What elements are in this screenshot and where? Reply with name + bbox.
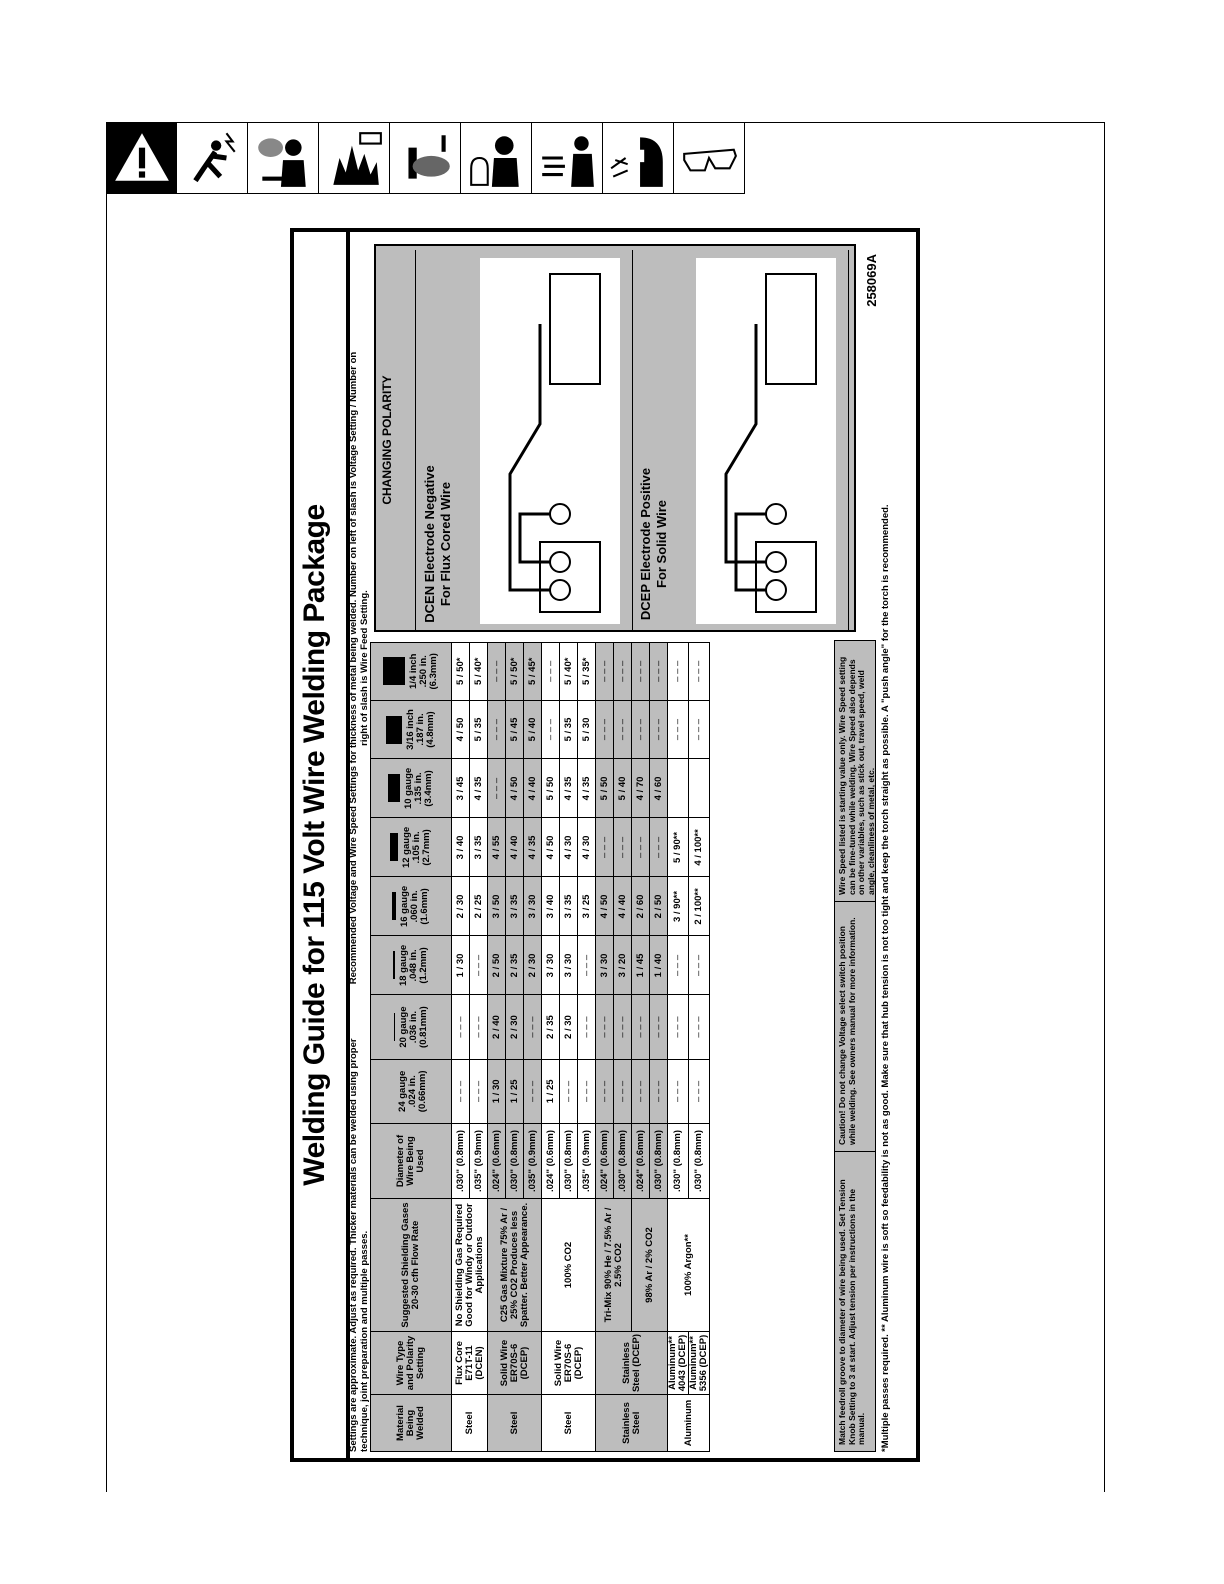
setting-cell: 4 / 35 — [560, 759, 578, 818]
table-row — [668, 643, 689, 1452]
setting-cell: 3 / 30 — [542, 936, 560, 995]
setting-cell: 3 / 35 — [470, 818, 488, 877]
wire-type-cell: Stainless Steel (DCEP) — [596, 1332, 668, 1395]
warning-icon — [106, 122, 177, 194]
setting-cell: – – – — [650, 643, 668, 701]
setting-cell: – – – — [614, 818, 632, 877]
diameter-cell: .030" (0.8mm) — [452, 1124, 470, 1199]
setting-cell: – – – — [632, 700, 650, 759]
feedroll-note: Match feedroll groove to diameter of wire being used. Set Tension Knob Setting to 3 at start. Adjust tension per instructions in the manual. — [835, 1151, 875, 1451]
diameter-cell: .035" (0.9mm) — [524, 1124, 542, 1199]
setting-cell: – – – — [650, 1059, 668, 1123]
gas-cell: Tri-Mix 90% He / 7.5% Ar / 2.5% CO2 — [596, 1199, 632, 1332]
wire-type-cell: Flux Core E71T-11 (DCEN) — [452, 1332, 488, 1395]
header-thickness-3: 18 gauge .048 in. (1.2mm) — [371, 936, 452, 995]
diameter-cell: .030" (0.8mm) — [560, 1124, 578, 1199]
setting-cell: – – – — [632, 643, 650, 701]
setting-cell: 4 / 30 — [578, 818, 596, 877]
fire-explosion-icon — [319, 122, 390, 194]
setting-cell: – – – — [689, 995, 710, 1059]
setting-cell: – – – — [596, 818, 614, 877]
wire-type-cell: Aluminum** 5356 (DCEP) — [689, 1332, 710, 1395]
fumes-icon — [248, 122, 319, 194]
setting-cell: – – – — [524, 995, 542, 1059]
electric-shock-icon — [177, 122, 248, 194]
setting-cell: 2 / 60 — [632, 877, 650, 936]
header-wire-type: Wire Type and Polarity Setting — [371, 1332, 452, 1395]
setting-cell: – – – — [470, 1059, 488, 1123]
page-frame-right — [1104, 122, 1105, 1492]
table-body — [452, 643, 710, 1452]
polarity-panel — [374, 244, 856, 632]
settings-note: Settings are approximate. Adjust as required. Thicker materials can be welded using proper technique, joint preparation and multiple passes. — [348, 1038, 370, 1452]
setting-cell: 4 / 40 — [614, 877, 632, 936]
diameter-cell: .030" (0.8mm) — [650, 1124, 668, 1199]
setting-cell: 2 / 35 — [506, 936, 524, 995]
setting-cell: 2 / 25 — [470, 877, 488, 936]
setting-cell: 3 / 35 — [506, 877, 524, 936]
setting-cell: 3 / 45 — [452, 759, 470, 818]
setting-cell: – – – — [488, 643, 506, 701]
table-row — [632, 643, 650, 1452]
footnote: *Multiple passes required. ** Aluminum wire is soft so feedability is not as good. Make sure that hub tension is not too tight and keep the torch straight as possible. A "push angle" for the torch is recommended. — [880, 504, 891, 1452]
setting-cell: 4 / 50 — [542, 818, 560, 877]
setting-cell: – – – — [470, 936, 488, 995]
setting-cell: – – – — [452, 995, 470, 1059]
setting-cell: 4 / 35 — [524, 818, 542, 877]
setting-cell: 5 / 40 — [614, 759, 632, 818]
setting-cell: 2 / 50 — [650, 877, 668, 936]
setting-cell: 3 / 30 — [596, 936, 614, 995]
header-thickness-4: 16 gauge .060 in. (1.6mm) — [371, 877, 452, 936]
setting-cell: 3 / 35 — [560, 877, 578, 936]
setting-cell — [668, 759, 689, 818]
setting-cell: – – – — [668, 700, 689, 759]
welding-guide-label — [290, 228, 920, 1462]
part-number: 258069A — [864, 254, 879, 307]
setting-cell: – – – — [524, 1059, 542, 1123]
setting-cell: – – – — [452, 1059, 470, 1123]
header-thickness-5: 12 gauge .105 in. (2.7mm) — [371, 818, 452, 877]
material-cell: Steel — [542, 1395, 596, 1452]
title-bar — [294, 232, 350, 1458]
setting-cell — [689, 759, 710, 818]
guide-title: Welding Guide for 115 Volt Wire Welding Package — [298, 504, 331, 1186]
setting-cell: 4 / 40 — [506, 818, 524, 877]
welding-guide-content — [294, 232, 916, 1458]
setting-cell: – – – — [614, 700, 632, 759]
setting-cell: – – – — [668, 995, 689, 1059]
setting-cell: – – – — [542, 700, 560, 759]
material-cell: Steel — [452, 1395, 488, 1452]
diameter-cell: .024" (0.6mm) — [632, 1124, 650, 1199]
diameter-cell: .030" (0.8mm) — [506, 1124, 524, 1199]
header-thickness-8: 1/4 inch .250 in. (6.3mm) — [371, 643, 452, 701]
setting-cell: – – – — [596, 643, 614, 701]
setting-cell: 4 / 60 — [650, 759, 668, 818]
setting-cell: 4 / 35 — [470, 759, 488, 818]
safety-glasses-icon — [674, 122, 745, 194]
header-material: Material Being Welded — [371, 1395, 452, 1452]
setting-cell: 3 / 40 — [542, 877, 560, 936]
setting-cell: 5 / 40 — [524, 700, 542, 759]
setting-cell: – – – — [650, 995, 668, 1059]
setting-cell: 2 / 40 — [488, 995, 506, 1059]
diameter-cell: .035" (0.9mm) — [578, 1124, 596, 1199]
setting-cell: 4 / 70 — [632, 759, 650, 818]
setting-cell: 5 / 35 — [560, 700, 578, 759]
setting-cell: 5 / 50* — [452, 643, 470, 701]
dcen-label: DCEN Electrode Negative For Flux Cored Wire — [422, 465, 453, 623]
arc-rays-helmet-icon — [603, 122, 674, 194]
dcen-section — [416, 250, 633, 630]
table-row — [452, 643, 470, 1452]
diameter-cell: .030" (0.8mm) — [614, 1124, 632, 1199]
material-cell: Steel — [488, 1395, 542, 1452]
polarity-title: CHANGING POLARITY — [376, 250, 416, 630]
gas-cell: C25 Gas Mixture 75% Ar / 25% CO2 Produces less Spatter. Better Appearance. — [488, 1199, 542, 1332]
safety-icon-strip — [106, 122, 745, 194]
setting-cell: – – – — [596, 1059, 614, 1123]
setting-cell: – – – — [632, 1059, 650, 1123]
settings-table — [370, 642, 710, 1452]
setting-cell: 2 / 30 — [524, 936, 542, 995]
setting-cell: – – – — [689, 1059, 710, 1123]
wire-type-cell: Aluminum** 4043 (DCEP) — [668, 1332, 689, 1395]
notes-box — [834, 640, 876, 1452]
setting-cell: 4 / 50 — [506, 759, 524, 818]
setting-cell: 1 / 40 — [650, 936, 668, 995]
setting-cell: – – – — [668, 643, 689, 701]
gas-cell: 100% Argon** — [668, 1199, 710, 1332]
setting-cell: 1 / 25 — [506, 1059, 524, 1123]
setting-cell: 5 / 45* — [524, 643, 542, 701]
dcen-diagram-icon — [480, 258, 620, 624]
voltage-note: Recommended Voltage and Wire Speed Settings for thickness of metal being welded. Number on left of slash is Voltage Setting / Number on right of slash is Wire Feed Setting. — [348, 351, 370, 985]
setting-cell: 4 / 35 — [578, 759, 596, 818]
setting-cell: – – – — [542, 643, 560, 701]
header-gases: Suggested Shielding Gases 20-30 cfh Flow Rate — [371, 1199, 452, 1332]
setting-cell: – – – — [578, 995, 596, 1059]
setting-cell: – – – — [596, 700, 614, 759]
setting-cell: – – – — [689, 700, 710, 759]
setting-cell: 5 / 40* — [470, 643, 488, 701]
gas-cell: 98% Ar / 2% CO2 — [632, 1199, 668, 1332]
setting-cell: 5 / 50 — [596, 759, 614, 818]
setting-cell: 2 / 100** — [689, 877, 710, 936]
setting-cell: – – – — [488, 700, 506, 759]
setting-cell: – – – — [488, 759, 506, 818]
setting-cell: 2 / 30 — [506, 995, 524, 1059]
setting-cell: 5 / 50 — [542, 759, 560, 818]
setting-cell: 3 / 50 — [488, 877, 506, 936]
setting-cell: – – – — [632, 818, 650, 877]
setting-cell: 1 / 30 — [452, 936, 470, 995]
setting-cell: 4 / 30 — [560, 818, 578, 877]
diameter-cell: .030" (0.8mm) — [689, 1124, 710, 1199]
diameter-cell: .035" (0.9mm) — [470, 1124, 488, 1199]
caution-note: Caution! Do not change Voltage select switch position while welding. See owners manual for more information. — [835, 901, 875, 1151]
setting-cell: 2 / 50 — [488, 936, 506, 995]
table-row — [542, 643, 560, 1452]
setting-cell: 4 / 50 — [452, 700, 470, 759]
setting-cell: 5 / 90** — [668, 818, 689, 877]
header-thickness-2: 20 gauge .036 in. (0.81mm) — [371, 995, 452, 1059]
dcep-section — [632, 250, 849, 630]
header-thickness-7: 3/16 inch .187 in. (4.8mm) — [371, 700, 452, 759]
setting-cell: 5 / 50* — [506, 643, 524, 701]
setting-cell: – – – — [614, 995, 632, 1059]
setting-cell: 1 / 30 — [488, 1059, 506, 1123]
wire-type-cell: Solid Wire ER70S-6 (DCEP) — [542, 1332, 596, 1395]
flying-sparks-icon — [532, 122, 603, 194]
diameter-cell: .030" (0.8mm) — [668, 1124, 689, 1199]
setting-cell: – – – — [632, 995, 650, 1059]
setting-cell: – – – — [578, 1059, 596, 1123]
gas-cylinder-fumes-icon — [461, 122, 532, 194]
material-cell: Aluminum — [668, 1395, 710, 1452]
setting-cell: 4 / 100** — [689, 818, 710, 877]
setting-cell: – – – — [668, 936, 689, 995]
diameter-cell: .024" (0.6mm) — [596, 1124, 614, 1199]
setting-cell: – – – — [668, 1059, 689, 1123]
setting-cell: 3 / 40 — [452, 818, 470, 877]
diameter-cell: .024" (0.6mm) — [542, 1124, 560, 1199]
header-thickness-6: 10 gauge .135 in. (3.4mm) — [371, 759, 452, 818]
setting-cell: 5 / 40* — [560, 643, 578, 701]
setting-cell: 3 / 90** — [668, 877, 689, 936]
dcep-label: DCEP Electrode Positive For Solid Wire — [638, 467, 669, 621]
wire-type-cell: Solid Wire ER70S-6 (DCEP) — [488, 1332, 542, 1395]
setting-cell: 2 / 30 — [452, 877, 470, 936]
setting-cell: – – – — [560, 1059, 578, 1123]
setting-cell: 3 / 20 — [614, 936, 632, 995]
setting-cell: – – – — [578, 936, 596, 995]
header-diameter: Diameter of Wire Being Used — [371, 1124, 452, 1199]
page-frame-left — [106, 122, 107, 1492]
setting-cell: – – – — [470, 995, 488, 1059]
dcep-diagram-icon — [696, 258, 836, 624]
table-row — [596, 643, 614, 1452]
setting-cell: – – – — [650, 818, 668, 877]
setting-cell: 1 / 45 — [632, 936, 650, 995]
table-header-row — [371, 643, 452, 1452]
diameter-cell: .024" (0.6mm) — [488, 1124, 506, 1199]
gas-cell: No Shielding Gas Required Good for Windy or Outdoor Applications — [452, 1199, 488, 1332]
setting-cell: – – – — [614, 1059, 632, 1123]
setting-cell: 5 / 30 — [578, 700, 596, 759]
wire-speed-note: Wire Speed listed is starting value only. Wire Speed setting can be fine-tuned while welding. Wire Speed also depends on other variables, such as stick out, travel speed, weld angle, cleanliness of metal, etc. — [837, 656, 876, 895]
setting-cell: – – – — [650, 700, 668, 759]
setting-cell: 5 / 35* — [578, 643, 596, 701]
material-cell: Stainless Steel — [596, 1395, 668, 1452]
setting-cell: 2 / 35 — [542, 995, 560, 1059]
setting-cell: 1 / 25 — [542, 1059, 560, 1123]
setting-cell: 3 / 30 — [560, 936, 578, 995]
setting-cell: – – – — [614, 643, 632, 701]
setting-cell: 4 / 50 — [596, 877, 614, 936]
setting-cell: 4 / 55 — [488, 818, 506, 877]
header-thickness-1: 24 gauge .024 in. (0.66mm) — [371, 1059, 452, 1123]
setting-cell: – – – — [689, 643, 710, 701]
table-row — [488, 643, 506, 1452]
setting-cell: 3 / 25 — [578, 877, 596, 936]
setting-cell: 5 / 45 — [506, 700, 524, 759]
setting-cell: – – – — [689, 936, 710, 995]
setting-cell: 4 / 40 — [524, 759, 542, 818]
gas-cell: 100% CO2 — [542, 1199, 596, 1332]
setting-cell: – – – — [596, 995, 614, 1059]
setting-cell: 5 / 35 — [470, 700, 488, 759]
setting-cell: 2 / 30 — [560, 995, 578, 1059]
setting-cell: 3 / 30 — [524, 877, 542, 936]
hot-parts-icon — [390, 122, 461, 194]
